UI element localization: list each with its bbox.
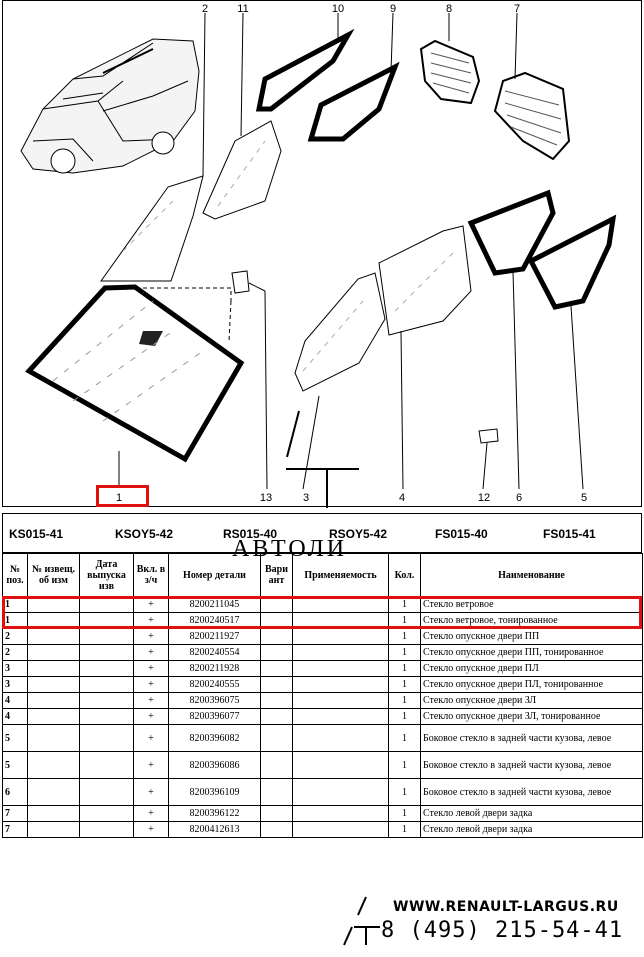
car-illustration: [21, 39, 199, 173]
highlight-position-1: [96, 485, 149, 507]
table-row: [3, 806, 643, 822]
cell-part-no: 8200396077: [169, 709, 261, 725]
position-label-3: 3: [302, 492, 310, 504]
parts-diagram: [2, 0, 642, 507]
cell-part-no: 8200211045: [169, 597, 261, 613]
cell-pos: 3: [3, 661, 28, 677]
cell-applicability: [293, 645, 389, 661]
cell-pos: 7: [3, 822, 28, 838]
table-row: [3, 677, 643, 693]
cell-variant: [261, 709, 293, 725]
cell-notice: [28, 822, 80, 838]
cell-part-no: 8200396082: [169, 725, 261, 752]
cell-pos: 1: [3, 613, 28, 629]
cell-part-no: 8200396086: [169, 752, 261, 779]
cell-applicability: [293, 709, 389, 725]
cell-part-no: 8200211927: [169, 629, 261, 645]
position-label-11: 11: [237, 3, 249, 15]
position-label-4: 4: [398, 492, 406, 504]
table-row: [3, 645, 643, 661]
cell-qty: 1: [389, 752, 421, 779]
table-row: [3, 693, 643, 709]
header-pos: № поз.: [3, 554, 28, 597]
site-url: WWW.RENAULT-LARGUS.RU: [393, 899, 619, 915]
cell-date: [80, 806, 134, 822]
watermark-brand: АВТОЛИ: [232, 536, 348, 562]
table-body: [3, 597, 643, 838]
cell-notice: [28, 725, 80, 752]
model-code: RS015-40: [223, 527, 278, 541]
table-row: [3, 725, 643, 752]
cell-variant: [261, 806, 293, 822]
glass-exploded-view: [3, 1, 643, 508]
cell-qty: 1: [389, 613, 421, 629]
cell-qty: 1: [389, 597, 421, 613]
cell-part-no: 8200412613: [169, 822, 261, 838]
part-13-mirror-base: [232, 271, 267, 489]
cell-pos: 4: [3, 709, 28, 725]
header-variant: Вари ант: [261, 554, 293, 597]
cell-variant: [261, 645, 293, 661]
table-header-row: [3, 554, 643, 597]
part-8-rear-heated-glass: [421, 13, 479, 103]
cell-variant: [261, 752, 293, 779]
cell-part-no: 8200396122: [169, 806, 261, 822]
header-name: Наименование: [421, 554, 643, 597]
cell-qty: 1: [389, 629, 421, 645]
cell-incl: +: [134, 613, 169, 629]
position-label-8: 8: [445, 3, 453, 15]
cell-name: Стекло опускное двери ПЛ: [421, 661, 643, 677]
cell-incl: +: [134, 725, 169, 752]
cell-date: [80, 709, 134, 725]
model-code: FS015-40: [435, 527, 488, 541]
cell-name: Стекло опускное двери ПП: [421, 629, 643, 645]
cell-incl: +: [134, 677, 169, 693]
cell-qty: 1: [389, 661, 421, 677]
cell-pos: 5: [3, 752, 28, 779]
cell-incl: +: [134, 779, 169, 806]
cell-variant: [261, 725, 293, 752]
cell-incl: +: [134, 661, 169, 677]
cell-date: [80, 645, 134, 661]
cell-notice: [28, 709, 80, 725]
cell-applicability: [293, 677, 389, 693]
header-date: Дата выпуска изв: [80, 554, 134, 597]
cell-name: Стекло опускное двери ПП, тонированное: [421, 645, 643, 661]
cell-applicability: [293, 752, 389, 779]
cell-pos: 5: [3, 725, 28, 752]
cell-variant: [261, 693, 293, 709]
cell-qty: 1: [389, 725, 421, 752]
table-row: [3, 752, 643, 779]
cell-date: [80, 661, 134, 677]
cell-name: Стекло левой двери задка: [421, 822, 643, 838]
table-row: [3, 779, 643, 806]
cell-incl: +: [134, 645, 169, 661]
cell-applicability: [293, 629, 389, 645]
cell-name: Стекло опускное двери ПЛ, тонированное: [421, 677, 643, 693]
cell-pos: 1: [3, 597, 28, 613]
cell-part-no: 8200211928: [169, 661, 261, 677]
part-3-front-door-glass-left: [295, 273, 385, 489]
cell-variant: [261, 661, 293, 677]
part-11-front-quarter-glass: [203, 13, 281, 219]
cell-name: Боковое стекло в задней части кузова, левое: [421, 752, 643, 779]
cell-notice: [28, 645, 80, 661]
part-5-rear-side-glass: [531, 219, 613, 489]
cell-name: Стекло опускное двери ЗЛ, тонированное: [421, 709, 643, 725]
table-row: [3, 661, 643, 677]
header-notice: № извещ. об изм: [28, 554, 80, 597]
cell-qty: 1: [389, 677, 421, 693]
cell-part-no: 8200240555: [169, 677, 261, 693]
cell-incl: +: [134, 693, 169, 709]
part-4-rear-door-glass: [379, 226, 471, 489]
cell-applicability: [293, 822, 389, 838]
cell-pos: 6: [3, 779, 28, 806]
cell-incl: +: [134, 752, 169, 779]
position-label-10: 10: [331, 3, 345, 15]
cell-applicability: [293, 806, 389, 822]
table-row: [3, 709, 643, 725]
part-1-windshield: [29, 287, 241, 485]
cell-variant: [261, 779, 293, 806]
cell-pos: 2: [3, 645, 28, 661]
cell-name: Стекло ветровое, тонированное: [421, 613, 643, 629]
header-applicability: Применяемость: [293, 554, 389, 597]
header-incl: Вкл. в з/ч: [134, 554, 169, 597]
cell-name: Стекло ветровое: [421, 597, 643, 613]
position-label-5: 5: [580, 492, 588, 504]
position-label-6: 6: [515, 492, 523, 504]
part-10-side-window: [259, 13, 348, 109]
cell-notice: [28, 677, 80, 693]
cell-qty: 1: [389, 779, 421, 806]
contact-phone: 8 (495) 215-54-41: [381, 918, 624, 943]
site-logo-icon: [340, 895, 384, 947]
cell-part-no: 8200396109: [169, 779, 261, 806]
part-9-side-window: [311, 13, 395, 139]
cell-name: Стекло левой двери задка: [421, 806, 643, 822]
cell-qty: 1: [389, 806, 421, 822]
model-code: RSOY5-42: [329, 527, 388, 541]
cell-applicability: [293, 779, 389, 806]
cell-qty: 1: [389, 709, 421, 725]
position-label-7: 7: [513, 3, 521, 15]
table-row: [3, 822, 643, 838]
cell-notice: [28, 752, 80, 779]
cell-incl: +: [134, 597, 169, 613]
cell-part-no: 8200396075: [169, 693, 261, 709]
position-label-13: 13: [259, 492, 273, 504]
cell-notice: [28, 806, 80, 822]
cell-name: Боковое стекло в задней части кузова, левое: [421, 779, 643, 806]
cell-pos: 2: [3, 629, 28, 645]
cell-date: [80, 752, 134, 779]
table-row: [3, 629, 643, 645]
cell-qty: 1: [389, 693, 421, 709]
highlight-rows-position-1: [2, 596, 642, 629]
cell-part-no: 8200240517: [169, 613, 261, 629]
cell-variant: [261, 822, 293, 838]
cell-applicability: [293, 661, 389, 677]
cell-incl: +: [134, 806, 169, 822]
cell-notice: [28, 661, 80, 677]
cell-date: [80, 629, 134, 645]
cell-date: [80, 677, 134, 693]
cell-part-no: 8200240554: [169, 645, 261, 661]
cell-notice: [28, 779, 80, 806]
cell-date: [80, 779, 134, 806]
cell-qty: 1: [389, 822, 421, 838]
cell-date: [80, 693, 134, 709]
position-label-2: 2: [201, 3, 209, 15]
cell-variant: [261, 677, 293, 693]
position-label-12: 12: [477, 492, 491, 504]
part-6-rear-side-glass: [471, 193, 553, 489]
cell-qty: 1: [389, 645, 421, 661]
cell-pos: 3: [3, 677, 28, 693]
cell-pos: 4: [3, 693, 28, 709]
cell-name: Боковое стекло в задней части кузова, левое: [421, 725, 643, 752]
cell-variant: [261, 629, 293, 645]
cell-notice: [28, 693, 80, 709]
model-code: KSOY5-42: [115, 527, 174, 541]
cell-incl: +: [134, 629, 169, 645]
cell-applicability: [293, 693, 389, 709]
cell-pos: 7: [3, 806, 28, 822]
header-part-no: Номер детали: [169, 554, 261, 597]
cell-notice: [28, 629, 80, 645]
cell-applicability: [293, 725, 389, 752]
cell-date: [80, 822, 134, 838]
cell-date: [80, 725, 134, 752]
cell-name: Стекло опускное двери ЗЛ: [421, 693, 643, 709]
model-code: KS015-41: [9, 527, 64, 541]
position-label-9: 9: [389, 3, 397, 15]
cell-incl: +: [134, 822, 169, 838]
position-label-1: 1: [115, 492, 123, 504]
header-qty: Кол.: [389, 554, 421, 597]
cell-incl: +: [134, 709, 169, 725]
model-code: FS015-41: [543, 527, 596, 541]
part-12-clip: [479, 429, 498, 489]
part-7-rear-heated-glass: [495, 13, 569, 159]
